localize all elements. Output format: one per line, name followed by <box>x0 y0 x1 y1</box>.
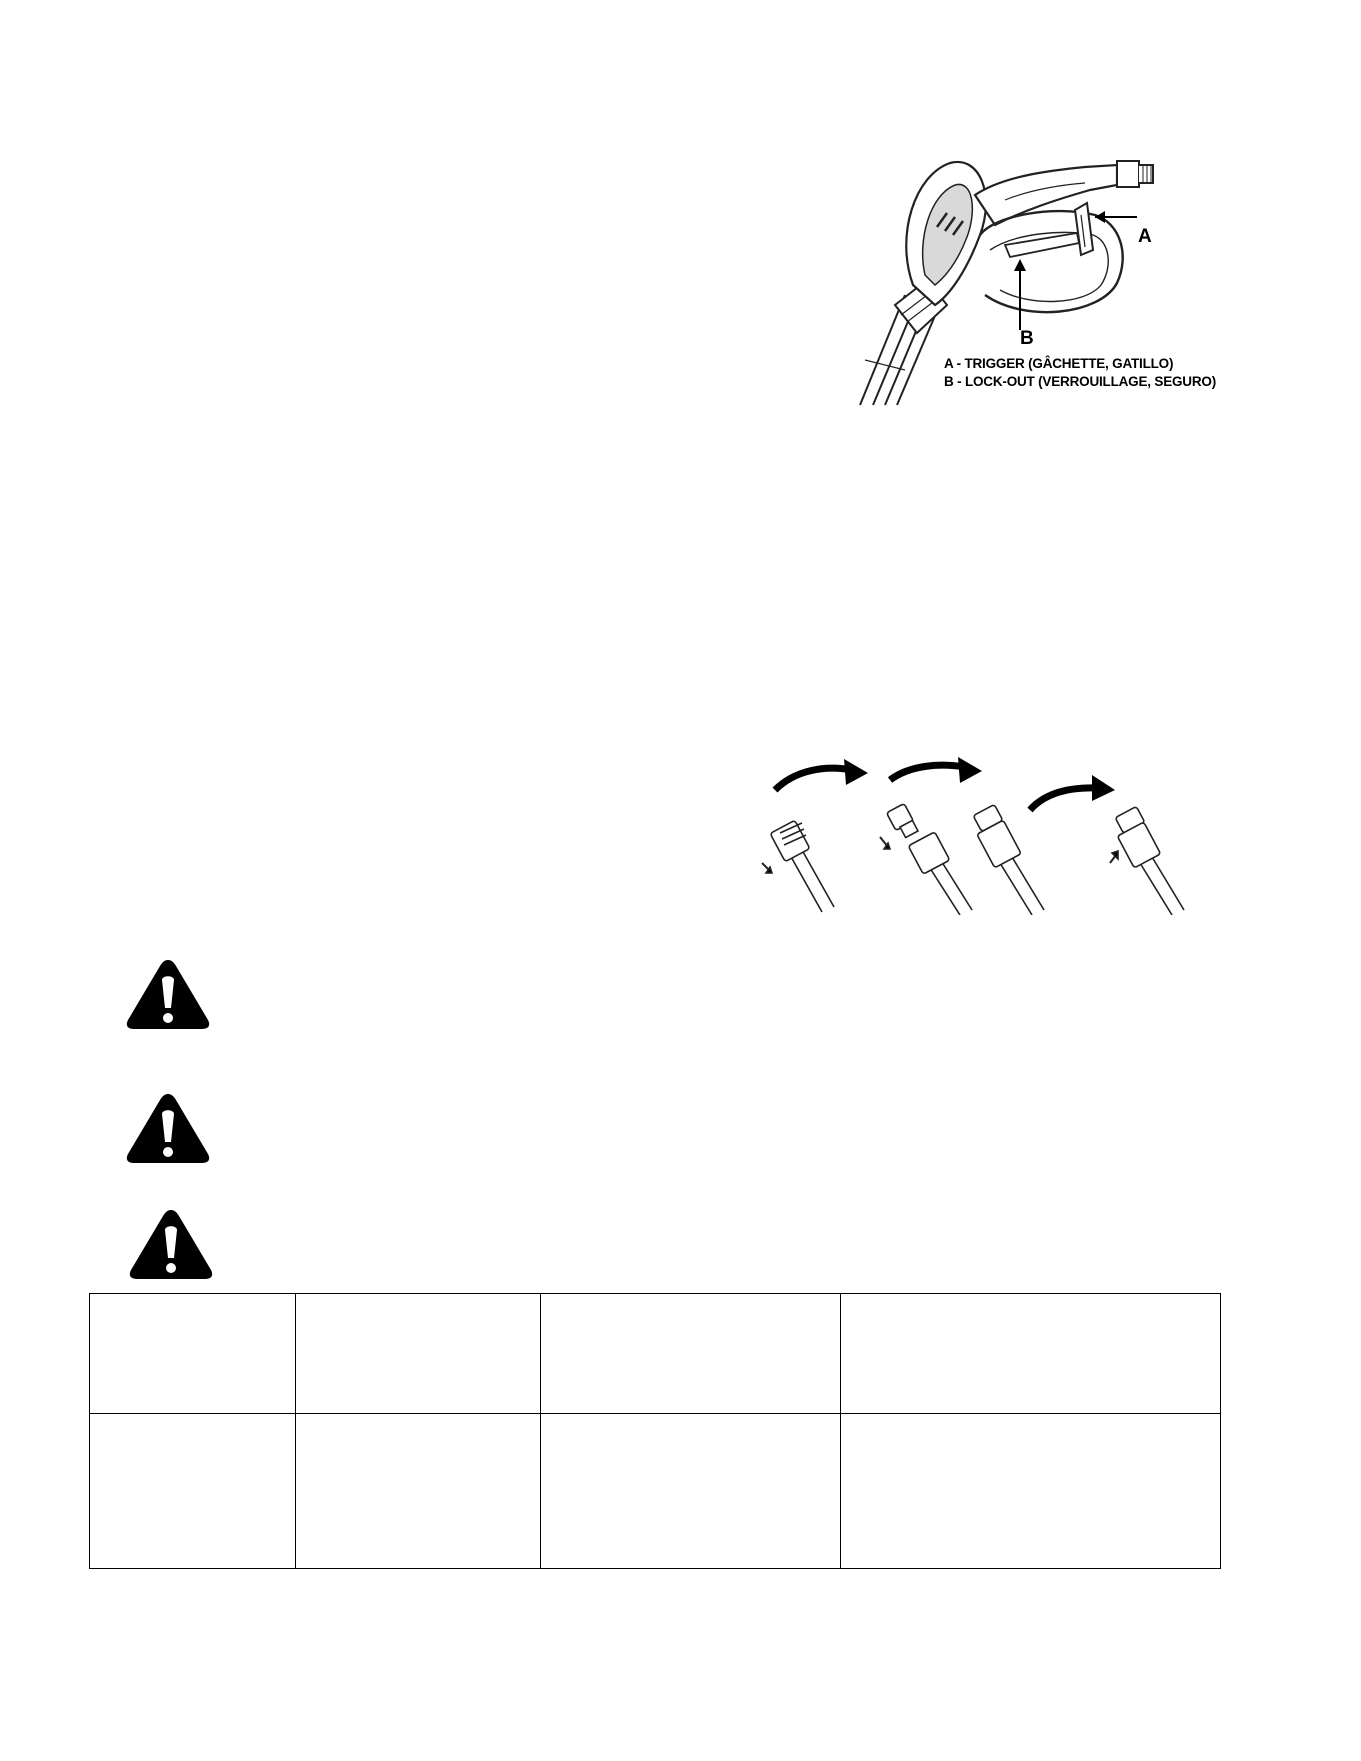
table-cell <box>90 1414 296 1569</box>
table-cell <box>296 1414 541 1569</box>
callout-label-a: A <box>1138 226 1152 247</box>
legend-trigger: A - TRIGGER (GÂCHETTE, GATILLO) <box>944 356 1174 371</box>
table-cell <box>841 1414 1221 1569</box>
warning-triangle-icon <box>128 1208 214 1280</box>
warning-triangle-icon <box>125 1092 211 1164</box>
table-cell <box>90 1294 296 1414</box>
warning-triangle-icon <box>125 958 211 1030</box>
callout-label-b: B <box>1020 328 1034 349</box>
spec-table <box>89 1293 1221 1569</box>
table-cell <box>296 1294 541 1414</box>
table-row <box>90 1294 1221 1414</box>
table-row <box>90 1414 1221 1569</box>
curved-arrow-icon <box>775 759 868 790</box>
table-cell <box>841 1294 1221 1414</box>
nozzle-change-illustration <box>740 755 1220 915</box>
spray-gun-illustration <box>855 155 1215 410</box>
curved-arrow-icon <box>1030 775 1115 810</box>
legend-lock-out: B - LOCK-OUT (VERROUILLAGE, SEGURO) <box>944 374 1216 389</box>
table-cell <box>541 1414 841 1569</box>
table-cell <box>541 1294 841 1414</box>
curved-arrow-icon <box>890 757 982 783</box>
